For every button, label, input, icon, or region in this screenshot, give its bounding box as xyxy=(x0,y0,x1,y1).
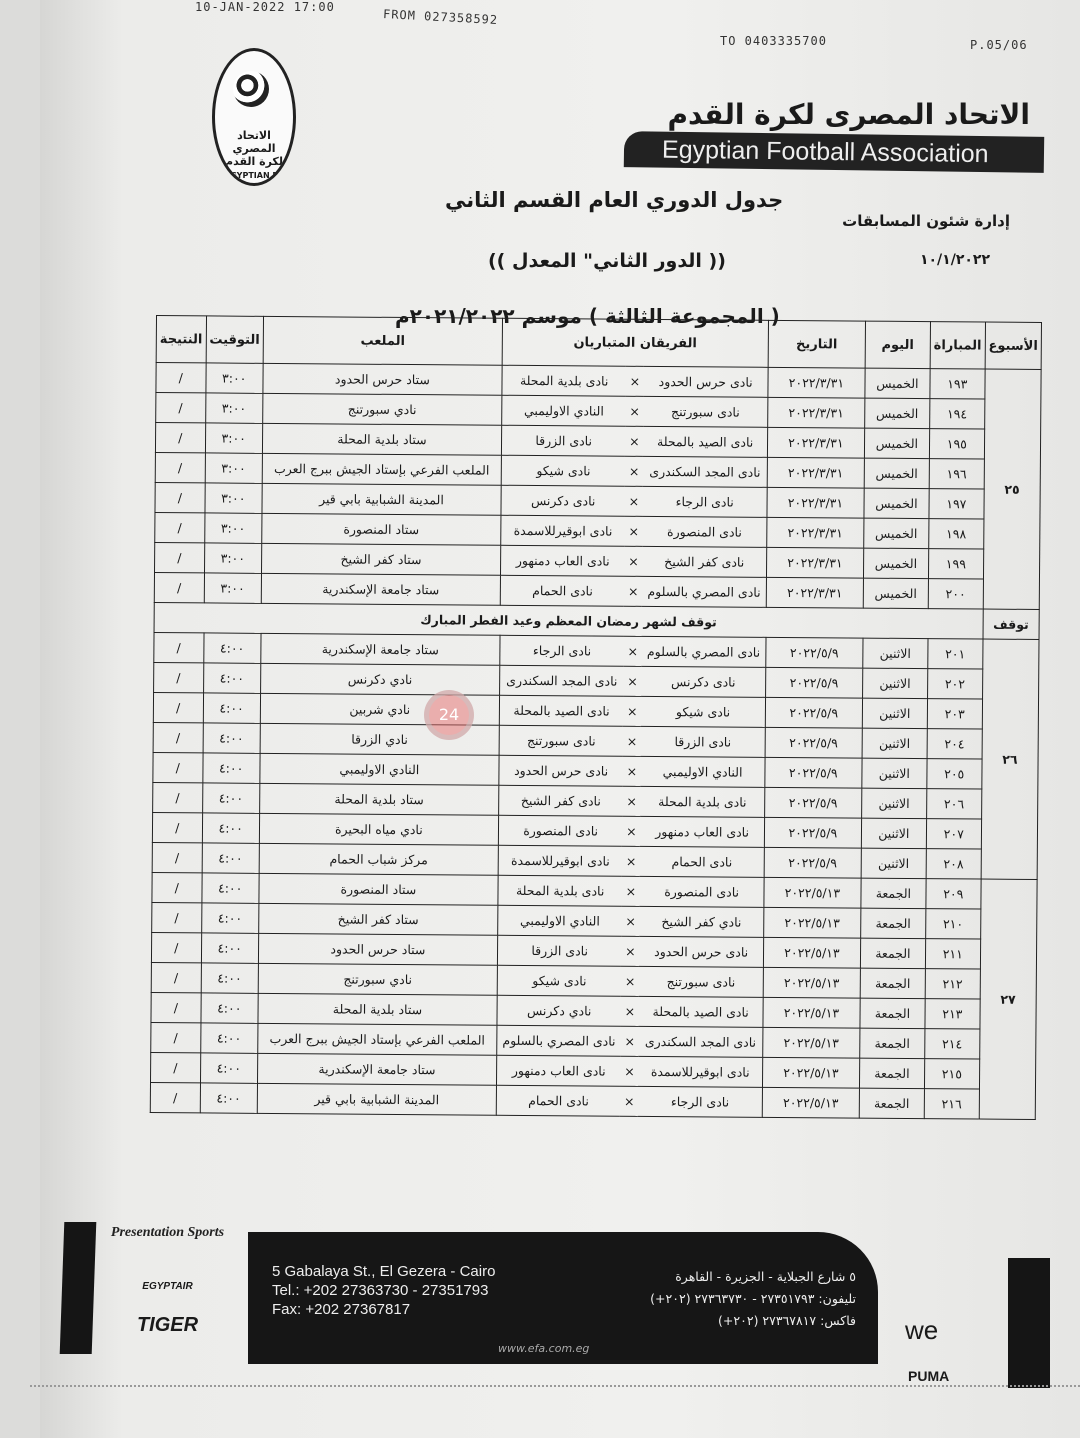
home-team: نادى العاب دمنهور xyxy=(640,816,764,847)
away-team: نادى العاب دمنهور xyxy=(500,545,624,576)
home-team: نادى بلدية المحلة xyxy=(640,786,764,817)
away-team: نادى الرجاء xyxy=(500,635,624,666)
col-day: اليوم xyxy=(865,321,930,369)
date: ٢٠٢٢/٣/٣١ xyxy=(767,487,864,518)
stadium: نادي سبورتنج xyxy=(263,393,502,425)
vs-mark: × xyxy=(620,1056,638,1086)
fax-from: FROM 027358592 xyxy=(382,6,499,28)
vs-mark: × xyxy=(622,816,640,846)
match-number: ٢١٥ xyxy=(924,1059,979,1089)
away-team: نادى شيكو xyxy=(501,455,625,486)
day: الخميس xyxy=(864,458,929,489)
vs-mark: × xyxy=(621,1026,639,1056)
kickoff-time: ٤:٠٠ xyxy=(202,843,260,873)
date: ٢٠٢٢/٣/٣١ xyxy=(766,547,863,578)
kickoff-time: ٣:٠٠ xyxy=(204,483,262,513)
result: / xyxy=(154,633,204,663)
home-team: نادى سبورتنج xyxy=(639,966,763,997)
vs-mark: × xyxy=(622,876,640,906)
home-team: نادى المنصورة xyxy=(640,876,764,907)
vs-mark: × xyxy=(622,786,640,816)
stadium: ستاد بلدية المحلة xyxy=(262,423,501,455)
kickoff-time: ٤:٠٠ xyxy=(201,963,259,993)
vs-mark: × xyxy=(625,456,643,486)
home-team: نادى كفر الشيخ xyxy=(642,546,766,577)
home-team: نادى دكرنس xyxy=(641,666,765,697)
kickoff-time: ٤:٠٠ xyxy=(203,693,261,723)
away-team: النادي الاوليمبي xyxy=(498,905,622,936)
home-team: نادى المجد السكندرى xyxy=(639,1026,763,1057)
fax-en: Fax: +202 27367817 xyxy=(272,1301,411,1318)
stadium: ستاد حرس الحدود xyxy=(263,363,502,395)
footer-contact xyxy=(248,1232,878,1364)
match-number: ٢٠٨ xyxy=(926,849,981,879)
away-team: نادى شيكو xyxy=(497,965,621,996)
vs-mark: × xyxy=(622,906,640,936)
kickoff-time: ٤:٠٠ xyxy=(200,1023,258,1053)
result: / xyxy=(152,813,202,843)
day: الجمعة xyxy=(860,998,925,1029)
col-stadium: الملعب xyxy=(263,316,502,365)
date: ٢٠٢٢/٥/٩ xyxy=(766,637,863,668)
result: / xyxy=(154,663,204,693)
home-team: نادى شيكو xyxy=(641,696,765,727)
match-number: ٢١١ xyxy=(925,939,980,969)
stop-note: توقف لشهر رمضان المعظم وعيد الفطر المبارك xyxy=(154,603,983,640)
home-team: نادى الصيد بالمحلة xyxy=(639,996,763,1027)
date: ٢٠٢٢/٣/٣١ xyxy=(767,427,864,458)
away-team: نادى بلدية المحلة xyxy=(498,875,622,906)
kickoff-time: ٣:٠٠ xyxy=(205,393,263,423)
home-team: النادي الاوليمبي xyxy=(641,756,765,787)
week-cell: ٢٦ xyxy=(981,639,1039,879)
result: / xyxy=(153,783,203,813)
match-number: ٢٠٥ xyxy=(927,759,982,789)
result: / xyxy=(152,903,202,933)
result: / xyxy=(155,513,205,543)
away-team: نادى كفر الشيخ xyxy=(498,785,622,816)
match-number: ٢٠٣ xyxy=(927,699,982,729)
day: الجمعة xyxy=(860,1028,925,1059)
date: ٢٠٢٢/٥/١٣ xyxy=(762,1087,859,1118)
day: الاثنين xyxy=(862,668,927,699)
match-number: ٢١٣ xyxy=(925,999,980,1029)
kickoff-time: ٤:٠٠ xyxy=(200,1083,258,1113)
date: ٢٠٢٢/٣/٣١ xyxy=(768,367,865,398)
sponsor-tiger: TIGER xyxy=(136,1314,199,1336)
away-team: نادى ابوقيرللاسمدة xyxy=(501,515,625,546)
stadium: ستاد بلدية المحلة xyxy=(260,783,499,815)
vs-mark: × xyxy=(623,756,641,786)
day: الاثنين xyxy=(862,728,927,759)
date: ٢٠٢٢/٥/٩ xyxy=(764,817,861,848)
day: الجمعة xyxy=(860,938,925,969)
home-team: نادى المنصورة xyxy=(643,516,767,547)
kickoff-time: ٣:٠٠ xyxy=(205,363,263,393)
date: ٢٠٢٢/٥/١٣ xyxy=(764,877,861,908)
day: الاثنين xyxy=(862,698,927,729)
stadium: المدينة الشبابية بابي قير xyxy=(262,483,501,515)
day: الخميس xyxy=(864,488,929,519)
result: / xyxy=(150,1083,200,1113)
stadium: النادي الاوليمبي xyxy=(260,753,499,785)
stadium: ستاد كفر الشيخ xyxy=(261,543,500,575)
home-team: نادى الزرقا xyxy=(641,726,765,757)
result: / xyxy=(152,843,202,873)
document-title: جدول الدوري العام القسم الثاني xyxy=(445,188,784,212)
kickoff-time: ٣:٠٠ xyxy=(204,543,262,573)
result: / xyxy=(151,933,201,963)
group-title: ( المجموعة الثالثة ) موسم ٢٠٢١/٢٠٢٢م xyxy=(395,304,780,328)
week-cell: ٢٥ xyxy=(983,369,1041,609)
org-name-arabic: الاتحاد المصرى لكرة القدم xyxy=(667,98,1030,131)
result: / xyxy=(151,993,201,1023)
day: الجمعة xyxy=(861,908,926,939)
date: ٢٠٢٢/٥/٩ xyxy=(765,667,862,698)
date: ٢٠٢٢/٣/٣١ xyxy=(767,517,864,548)
date: ٢٠٢٢/٥/٩ xyxy=(764,847,861,878)
col-match: المباراة xyxy=(930,322,985,369)
day: الجمعة xyxy=(860,968,925,999)
match-number: ١٩٤ xyxy=(930,399,985,429)
result: / xyxy=(155,483,205,513)
home-team: نادى المجد السكندرى xyxy=(643,456,767,487)
stadium: الملعب الفرعي بإستاد الجيش ببرج العرب xyxy=(262,453,501,485)
stadium: مركز شباب الحمام xyxy=(259,843,498,875)
day: الاثنين xyxy=(861,788,926,819)
watermark-logo: 24 xyxy=(424,690,474,740)
kickoff-time: ٤:٠٠ xyxy=(200,1053,258,1083)
vs-mark: × xyxy=(620,1086,638,1116)
col-teams: الفريقان المتباريان xyxy=(502,318,768,367)
day: الاثنين xyxy=(862,758,927,789)
kickoff-time: ٤:٠٠ xyxy=(201,933,259,963)
result: / xyxy=(153,693,203,723)
footer-english xyxy=(272,1262,495,1319)
stadium: ستاد جامعة الإسكندرية xyxy=(257,1053,496,1085)
home-team: نادى الحمام xyxy=(640,846,764,877)
date: ٢٠٢٢/٥/١٣ xyxy=(763,997,860,1028)
footer-left-bar xyxy=(60,1222,97,1354)
date: ٢٠٢٢/٣/٣١ xyxy=(766,577,863,608)
match-number: ١٩٣ xyxy=(930,369,985,399)
stadium: الملعب الفرعي بإستاد الجيش ببرج العرب xyxy=(258,1023,497,1055)
match-number: ٢١٠ xyxy=(926,909,981,939)
date: ٢٠٢٢/٣/٣١ xyxy=(768,397,865,428)
away-team: نادى بلدية المحلة xyxy=(502,365,626,396)
away-team: نادى الزرقا xyxy=(497,935,621,966)
date: ٢٠٢٢/٥/١٣ xyxy=(762,1057,859,1088)
match-number: ٢١٢ xyxy=(925,969,980,999)
stadium: نادي شربين xyxy=(260,693,499,725)
vs-mark: × xyxy=(624,636,642,666)
match-number: ١٩٨ xyxy=(929,519,984,549)
match-number: ١٩٩ xyxy=(928,549,983,579)
table-row xyxy=(150,1083,1035,1120)
date: ٢٠٢٢/٣/٣١ xyxy=(767,457,864,488)
fax-page: P.05/06 xyxy=(970,38,1028,52)
home-team: نادى ابوقيرللاسمدة xyxy=(638,1056,762,1087)
week-cell: توقف xyxy=(983,609,1039,639)
home-team: نادى سبورتنج xyxy=(644,396,768,427)
match-number: ٢٠٦ xyxy=(926,789,981,819)
date: ٢٠٢٢/٥/١٣ xyxy=(763,1027,860,1058)
kickoff-time: ٣:٠٠ xyxy=(205,453,263,483)
date: ٢٠٢٢/٥/٩ xyxy=(765,757,862,788)
vs-mark: × xyxy=(621,996,639,1026)
col-result: النتيجة xyxy=(156,316,206,363)
away-team: نادى الصيد بالمحلة xyxy=(499,695,623,726)
stadium: ستاد بلدية المحلة xyxy=(258,993,497,1025)
result: / xyxy=(152,873,202,903)
match-number: ٢٠٠ xyxy=(928,579,983,609)
day: الخميس xyxy=(865,368,930,399)
sponsor-puma: PUMA xyxy=(908,1368,950,1384)
match-number: ٢٠٢ xyxy=(927,669,982,699)
day: الاثنين xyxy=(861,848,926,879)
result: / xyxy=(156,363,206,393)
home-team: نادي كفر الشيخ xyxy=(640,906,764,937)
day: الجمعة xyxy=(859,1058,924,1089)
address-ar: ٥ شارع الجبلاية - الجزيرة - القاهرة xyxy=(675,1269,856,1284)
date: ٢٠٢٢/٥/٩ xyxy=(764,787,861,818)
sponsors-left xyxy=(100,1225,235,1337)
away-team: نادى الحمام xyxy=(500,575,624,606)
day: الجمعة xyxy=(859,1088,924,1119)
away-team: نادى دكرنس xyxy=(501,485,625,516)
kickoff-time: ٤:٠٠ xyxy=(200,993,258,1023)
kickoff-time: ٤:٠٠ xyxy=(203,633,261,663)
result: / xyxy=(156,393,206,423)
date: ٢٠٢٢/٥/٩ xyxy=(765,727,862,758)
document-date: ١٠/١/٢٠٢٢ xyxy=(919,252,990,268)
away-team: نادى حرس الحدود xyxy=(499,755,623,786)
date: ٢٠٢٢/٥/١٣ xyxy=(763,937,860,968)
footer-arabic xyxy=(650,1266,856,1332)
day: الخميس xyxy=(864,518,929,549)
stadium: نادي سبورتنج xyxy=(258,963,497,995)
away-team: نادي دكرنس xyxy=(497,995,621,1026)
kickoff-time: ٣:٠٠ xyxy=(204,513,262,543)
stadium: المدينة الشبابية بابي قير xyxy=(257,1083,496,1115)
vs-mark: × xyxy=(625,426,643,456)
stadium: ستاد جامعة الإسكندرية xyxy=(261,573,500,605)
result: / xyxy=(155,453,205,483)
website: www.efa.com.eg xyxy=(498,1342,590,1355)
home-team: نادى المصري بالسلوم xyxy=(642,576,766,607)
document-subtitle: (( الدور الثاني" المعدل )) xyxy=(488,250,726,272)
schedule-table xyxy=(150,315,1042,1120)
away-team: نادى العاب دمنهور xyxy=(496,1055,620,1086)
vs-mark: × xyxy=(626,366,644,396)
kickoff-time: ٤:٠٠ xyxy=(201,873,259,903)
sponsor-we: we xyxy=(905,1315,939,1345)
col-week: الأسبوع xyxy=(985,322,1042,369)
result: / xyxy=(154,573,204,603)
vs-mark: × xyxy=(623,666,641,696)
result: / xyxy=(155,423,205,453)
day: الخميس xyxy=(863,578,928,609)
kickoff-time: ٤:٠٠ xyxy=(201,903,259,933)
efa-logo: الاتحاد المصري لكرة القدم EGYPTIAN FA xyxy=(212,48,296,186)
vs-mark: × xyxy=(626,396,644,426)
stadium: ستاد المنصورة xyxy=(262,513,501,545)
page-edge-perforation xyxy=(30,1385,1080,1387)
result: / xyxy=(151,1023,201,1053)
vs-mark: × xyxy=(621,966,639,996)
kickoff-time: ٤:٠٠ xyxy=(203,663,261,693)
day: الاثنين xyxy=(863,638,928,669)
org-name-english: Egyptian Football Association xyxy=(624,131,1044,173)
sponsor-presentation: Presentation Sports xyxy=(110,1225,225,1240)
fax-datetime: 10-JAN-2022 17:00 xyxy=(195,0,335,14)
table-header xyxy=(156,316,1041,370)
match-number: ١٩٦ xyxy=(929,459,984,489)
away-team: نادى الزرقا xyxy=(501,425,625,456)
stadium: نادي الزرقا xyxy=(260,723,499,755)
vs-mark: × xyxy=(623,696,641,726)
stadium: نادي مياه البحيرة xyxy=(259,813,498,845)
away-team: نادى المصري بالسلوم xyxy=(497,1025,621,1056)
vs-mark: × xyxy=(624,546,642,576)
week-cell: ٢٧ xyxy=(979,879,1037,1119)
kickoff-time: ٣:٠٠ xyxy=(205,423,263,453)
home-team: نادى الرجاء xyxy=(638,1086,762,1117)
home-team: نادى المصري بالسلوم xyxy=(642,636,766,667)
vs-mark: × xyxy=(624,576,642,606)
vs-mark: × xyxy=(625,516,643,546)
col-date: التاريخ xyxy=(768,320,865,368)
vs-mark: × xyxy=(622,846,640,876)
day: الاثنين xyxy=(861,818,926,849)
day: الخميس xyxy=(865,398,930,429)
stadium: نادي دكرنس xyxy=(260,663,499,695)
away-team: نادى المجد السكندرى xyxy=(499,665,623,696)
tel-ar: تليفون: ٢٧٣٥١٧٩٣ - ٢٧٣٦٣٧٣٠ (٢٠٢+) xyxy=(650,1291,856,1306)
vs-mark: × xyxy=(625,486,643,516)
kickoff-time: ٤:٠٠ xyxy=(202,753,260,783)
home-team: نادى الصيد بالمحلة xyxy=(643,426,767,457)
away-team: نادى الحمام xyxy=(496,1085,620,1116)
match-number: ١٩٧ xyxy=(929,489,984,519)
match-number: ٢٠٧ xyxy=(926,819,981,849)
footer-right-bar xyxy=(1008,1258,1050,1388)
date: ٢٠٢٢/٥/١٣ xyxy=(763,967,860,998)
vs-mark: × xyxy=(621,936,639,966)
football-icon xyxy=(233,71,269,107)
result: / xyxy=(155,543,205,573)
away-team: نادى المنصورة xyxy=(498,815,622,846)
result: / xyxy=(151,963,201,993)
kickoff-time: ٤:٠٠ xyxy=(202,813,260,843)
away-team: نادى ابوقيرللاسمدة xyxy=(498,845,622,876)
away-team: نادى سبورتنج xyxy=(499,725,623,756)
stadium: ستاد جامعة الإسكندرية xyxy=(261,633,500,665)
fax-to: TO 0403335700 xyxy=(720,34,827,48)
vs-mark: × xyxy=(623,726,641,756)
home-team: نادى حرس الحدود xyxy=(644,366,768,397)
date: ٢٠٢٢/٥/١٣ xyxy=(764,907,861,938)
department: إدارة شئون المسابقات xyxy=(842,212,1010,230)
match-number: ٢١٦ xyxy=(924,1089,979,1119)
result: / xyxy=(150,1053,200,1083)
stadium: ستاد حرس الحدود xyxy=(258,933,497,965)
stadium: ستاد المنصورة xyxy=(259,873,498,905)
result: / xyxy=(153,753,203,783)
match-number: ٢٠٩ xyxy=(926,879,981,909)
tel-en: Tel.: +202 27363730 - 27351793 xyxy=(272,1282,489,1299)
match-number: ٢٠١ xyxy=(928,639,983,669)
home-team: نادى الرجاء xyxy=(643,486,767,517)
date: ٢٠٢٢/٥/٩ xyxy=(765,697,862,728)
away-team: النادي الاوليمبي xyxy=(502,395,626,426)
col-time: التوقيت xyxy=(206,316,264,363)
address-en: 5 Gabalaya St., El Gezera - Cairo xyxy=(272,1263,496,1280)
day: الجمعة xyxy=(861,878,926,909)
day: الخميس xyxy=(863,548,928,579)
kickoff-time: ٤:٠٠ xyxy=(203,723,261,753)
kickoff-time: ٣:٠٠ xyxy=(204,573,262,603)
match-number: ٢٠٤ xyxy=(927,729,982,759)
home-team: نادى حرس الحدود xyxy=(639,936,763,967)
match-number: ١٩٥ xyxy=(929,429,984,459)
match-number: ٢١٤ xyxy=(925,1029,980,1059)
sponsor-egyptair: EGYPTAIR xyxy=(142,1281,193,1292)
result: / xyxy=(153,723,203,753)
kickoff-time: ٤:٠٠ xyxy=(202,783,260,813)
stadium: ستاد كفر الشيخ xyxy=(259,903,498,935)
day: الخميس xyxy=(864,428,929,459)
fax-ar: فاكس: ٢٧٣٦٧٨١٧ (٢٠٢+) xyxy=(718,1313,856,1328)
